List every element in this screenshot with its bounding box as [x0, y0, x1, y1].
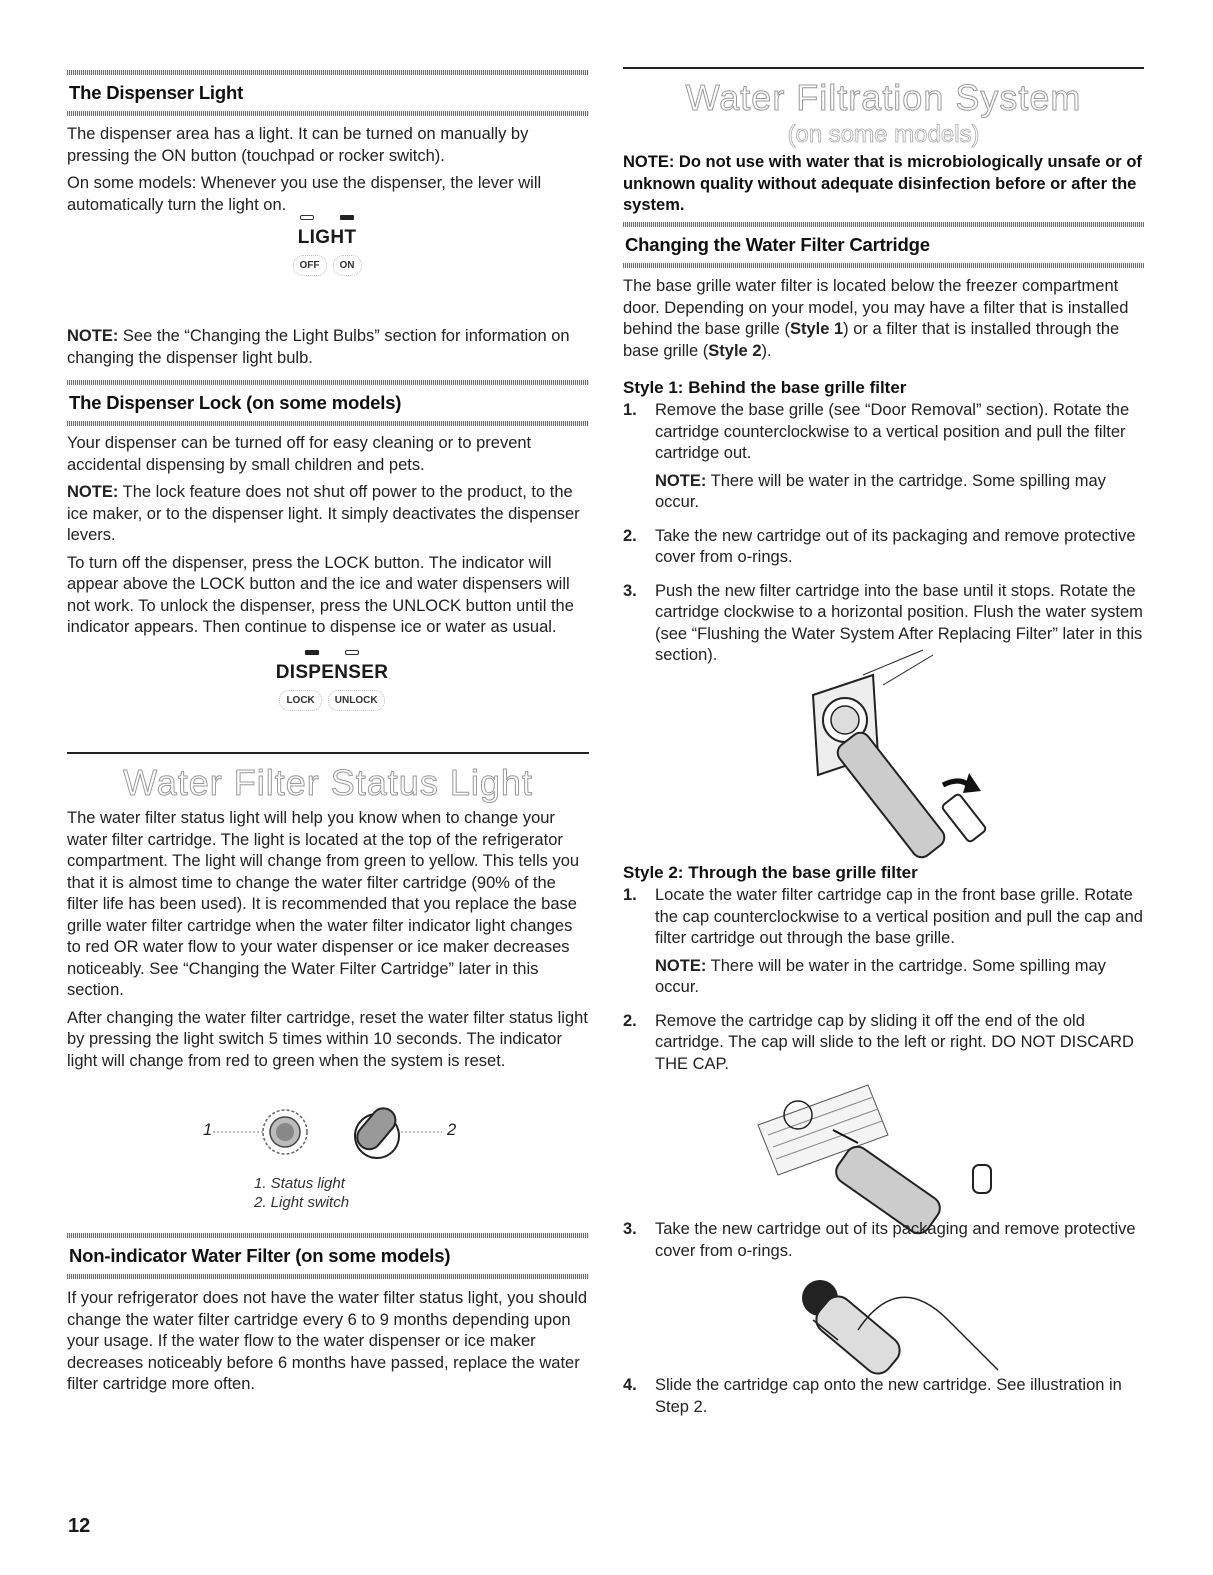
- intro-text: The base grille water filter is located below the freezer compartment door. Depending on your model, you may have a filter that is installed behind the base grille (: [623, 277, 1129, 338]
- paragraph: After changing the water filter cartridge, reset the water filter status light by pressing the light switch 5 times within 10 seconds. The indicator light will change from red to green when the system is reset.: [67, 1008, 588, 1070]
- step-text: Take the new cartridge out of its packaging and remove protective cover from o-rings.: [655, 526, 1136, 566]
- list-item: [623, 885, 1144, 1005]
- title-water-filtration: Water Filtration System: [685, 77, 1082, 118]
- section-heading-non-indicator: [67, 1233, 589, 1279]
- cap-removal-illustration: [748, 1085, 1008, 1215]
- style2-heading: Style 2: Through the base grille filter: [623, 863, 918, 882]
- note-text: The lock feature does not shut off power to the product, to the ice maker, or to the dispenser light. It simply deactivates the dispenser levers.: [67, 483, 580, 544]
- list-item: [623, 1375, 1144, 1424]
- style2-step4: [623, 1375, 1144, 1430]
- unlock-button[interactable]: UNLOCK: [328, 690, 385, 711]
- step-text: Remove the cartridge cap by sliding it off the end of the old cartridge. The cap will slide to the left or right. DO NOT DISCARD THE CAP.: [655, 1011, 1134, 1073]
- heading-dispenser-light: The Dispenser Light: [69, 82, 244, 103]
- non-indicator-body: [67, 1288, 589, 1402]
- filtration-note: [623, 152, 1144, 217]
- step-text: Push the new filter cartridge into the base until it stops. Rotate the cartridge clockwise to a horizontal position. Flush the water system (see “Flushing the Water System After Replacing Filter” later in this section).: [655, 581, 1143, 664]
- paragraph: If your refrigerator does not have the water filter status light, you should change the water filter cartridge every 6 to 9 months depending upon your usage. If the water flow to the water dispenser or ice maker decreases noticeably before 6 months have passed, replace the water filter cartridge more often.: [67, 1289, 588, 1393]
- heading-changing-filter: Changing the Water Filter Cartridge: [625, 234, 930, 255]
- filter-status-body: [67, 808, 589, 1078]
- step-number: 2.: [623, 526, 637, 545]
- page-number: 12: [68, 1515, 91, 1537]
- note-text: See the “Changing the Light Bulbs” section for information on changing the dispenser light bulb.: [67, 327, 570, 367]
- step-text: Take the new cartridge out of its packaging and remove protective cover from o-rings.: [655, 1220, 1136, 1260]
- list-item: [623, 1219, 1144, 1268]
- heading-non-indicator: Non-indicator Water Filter (on some models): [69, 1245, 451, 1266]
- intro-text: ).: [761, 341, 772, 360]
- paragraph: To turn off the dispenser, press the LOCK button. The indicator will appear above the LOCK button and the ice and water dispensers will not work. To unlock the dispenser, press the UNLOCK button until the indicator appears. Then continue to dispense ice or water as usual.: [67, 553, 574, 636]
- off-button[interactable]: OFF: [293, 255, 327, 276]
- paragraph: The dispenser area has a light. It can be turned on manually by pressing the ON button (touchpad or rocker switch).: [67, 125, 529, 165]
- changing-intro: [623, 276, 1144, 368]
- list-item: [623, 400, 1144, 520]
- section-heading-dispenser-lock: [67, 380, 589, 426]
- indicator-off-icon: [300, 215, 314, 220]
- indicator-lock-icon: [305, 650, 319, 655]
- note-text: There will be water in the cartridge. Some spilling may occur.: [655, 471, 1106, 511]
- note-label: NOTE:: [67, 483, 119, 501]
- warning-note: NOTE: Do not use with water that is microbiologically unsafe or of unknown quality without adequate disinfection before or after the system.: [623, 153, 1142, 214]
- filter-install-illustration: [783, 645, 1043, 855]
- intro-text: ) or a filter that is installed through the base grille (: [623, 320, 1120, 360]
- caption-status-light: 1. Status light: [254, 1175, 345, 1192]
- heading-dispenser-lock: The Dispenser Lock (on some models): [69, 392, 402, 413]
- dispenser-control-panel: [252, 648, 412, 711]
- list-item: [623, 526, 1144, 575]
- step-number: 3.: [623, 581, 637, 600]
- dispenser-lock-body: [67, 433, 589, 645]
- step-text: Locate the water filter cartridge cap in the front base grille. Rotate the cap counterclockwise to a vertical position and pull the cap and filter cartridge out through the base grille.: [655, 886, 1143, 947]
- on-button[interactable]: ON: [333, 255, 362, 276]
- style2-section: [623, 863, 1144, 1087]
- section-rule: [623, 67, 1144, 69]
- dispenser-light-body: [67, 124, 589, 222]
- lock-button[interactable]: LOCK: [279, 690, 321, 711]
- note-text: There will be water in the cartridge. Some spilling may occur.: [655, 956, 1106, 996]
- style1-ref: Style 1: [789, 320, 844, 338]
- o-ring-illustration: [798, 1270, 998, 1380]
- indicator-unlock-icon: [345, 650, 359, 655]
- style1-heading: Style 1: Behind the base grille filter: [623, 378, 907, 397]
- note-label: NOTE:: [655, 956, 707, 975]
- callout-1: 1: [203, 1121, 213, 1139]
- subtitle-on-some-models: (on some models): [787, 121, 980, 148]
- style2-ref: Style 2: [708, 341, 762, 360]
- step-text: Slide the cartridge cap onto the new cartridge. See illustration in Step 2.: [655, 1376, 1122, 1416]
- style2-step3: [623, 1219, 1144, 1274]
- panel-label-dispenser: DISPENSER: [275, 662, 389, 683]
- section-heading-dispenser-light: [67, 70, 589, 116]
- indicator-on-icon: [340, 215, 354, 220]
- step-number: 1.: [623, 886, 637, 904]
- step-number: 2.: [623, 1011, 637, 1030]
- style1-section: [623, 378, 1144, 679]
- paragraph: The water filter status light will help you know when to change your water filter cartridge. The light is located at the top of the refrigerator compartment. The light will change from green to yellow. This tells you that it is almost time to change the water filter cartridge (90% of the filter life has been used). It is recommended that you replace the base grille water filter cartridge when the water filter indicator light changes to red OR water flow to your water dispenser or ice maker decreases noticeably. See “Changing the Water Filter Cartridge” later in this section.: [67, 809, 580, 999]
- step-text: Remove the base grille (see “Door Removal” section). Rotate the cartridge counterclockwise to a vertical position and pull the filter cartridge out.: [655, 401, 1130, 462]
- title-filter-status: Water Filter Status Light: [123, 762, 533, 803]
- status-light-illustration: [197, 1110, 477, 1180]
- section-heading-changing-filter: [623, 222, 1144, 268]
- paragraph: On some models: Whenever you use the dispenser, the lever will automatically turn the light on.: [67, 174, 542, 214]
- note-label: NOTE:: [67, 327, 119, 345]
- callout-2: 2: [447, 1121, 457, 1139]
- section-rule: [67, 752, 589, 754]
- status-light-drawing: [197, 1110, 477, 1180]
- step-number: 4.: [623, 1376, 637, 1394]
- paragraph: Your dispenser can be turned off for easy cleaning or to prevent accidental dispensing by small children and pets.: [67, 434, 532, 474]
- note-label: NOTE:: [655, 471, 707, 490]
- caption-light-switch: 2. Light switch: [254, 1194, 350, 1211]
- dispenser-light-note: [67, 326, 589, 375]
- step-number: 3.: [623, 1220, 637, 1238]
- panel-label-light: LIGHT: [297, 227, 357, 248]
- list-item: [623, 1011, 1144, 1082]
- light-control-panel: [257, 213, 397, 276]
- step-number: 1.: [623, 401, 637, 419]
